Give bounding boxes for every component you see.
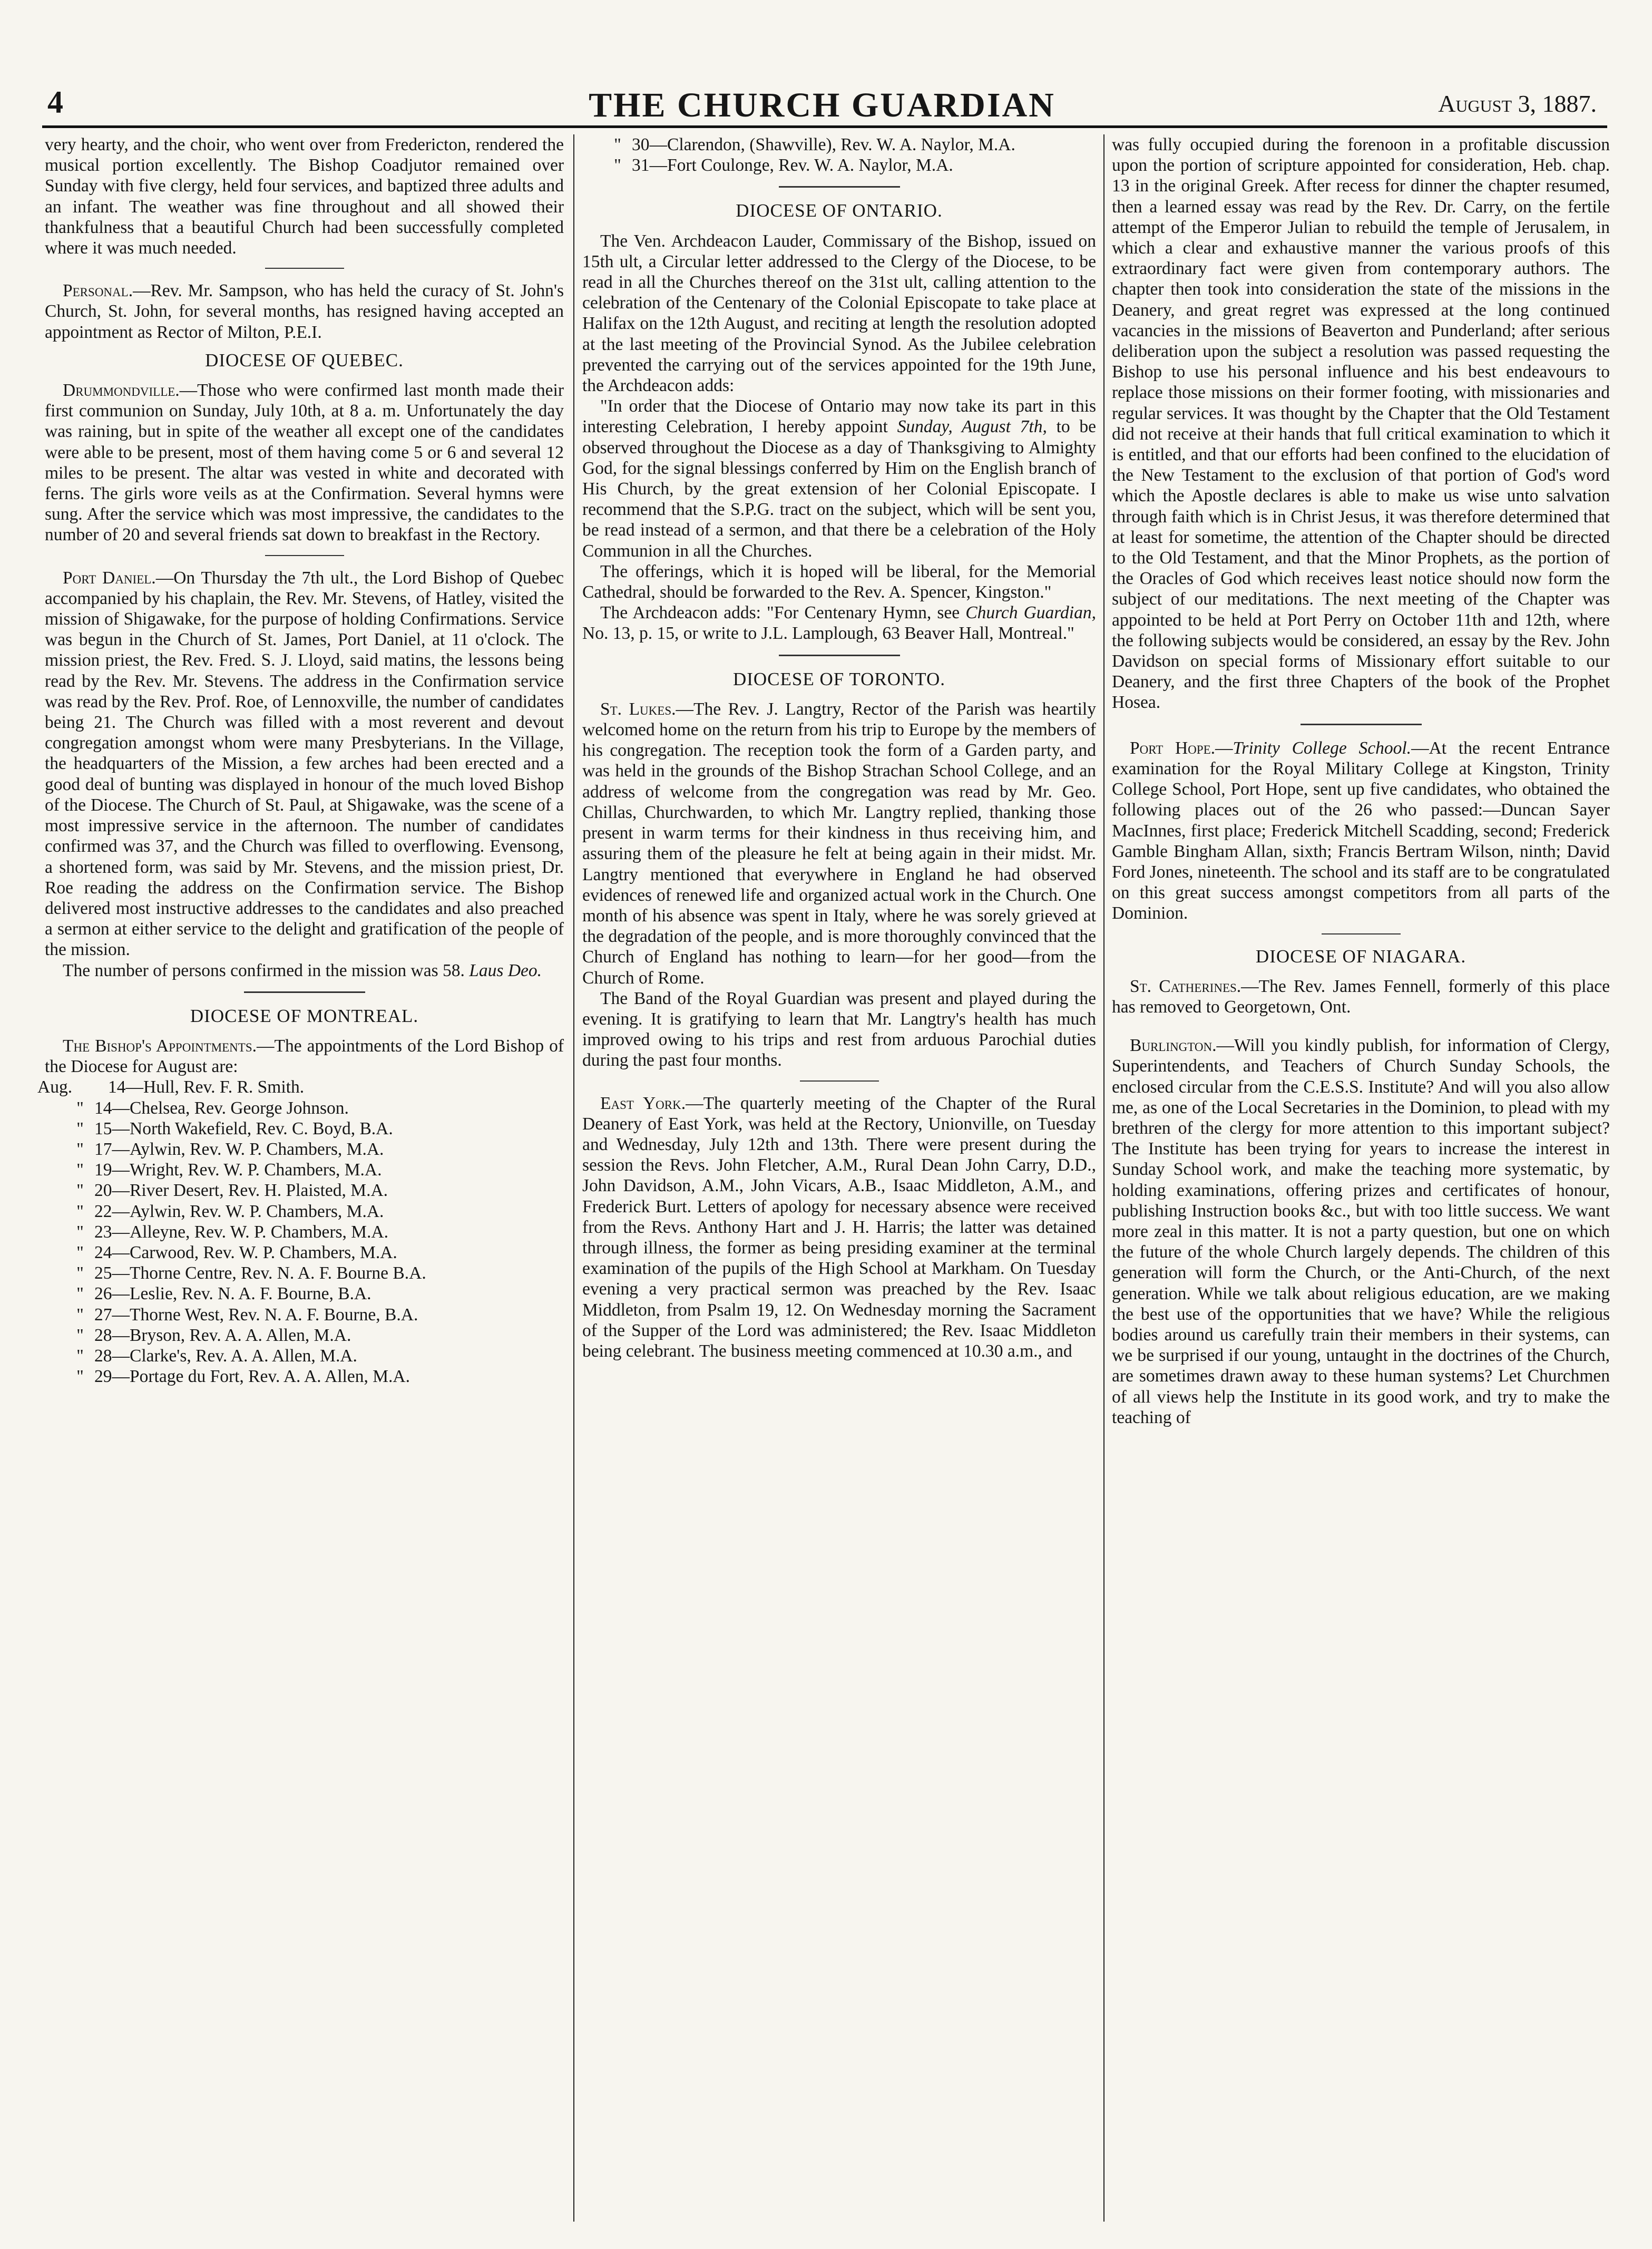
section-heading-toronto: DIOCESE OF TORONTO. <box>732 668 946 689</box>
separator <box>265 268 344 269</box>
appointment-text: 31—Fort Coulonge, Rev. W. A. Naylor, M.A. <box>632 155 953 176</box>
item-text: —Will you kindly publish, for information of Clergy, Superintendents, and Teachers of Church Sunday Schools, the enclosed circular from the C.E.S.S. Institute? And will you also allow me, as one of the Local Secretaries in the Dominion, to plead with my brethren of the clergy for more attention to this important subject? The Institute has been trying for years to increase the interest in Sunday School work, and make the teaching more systematic, by holding examinations, offering prizes and certificates of honour, publishing Instruction books &c., but with too little success. We want more zeal in this matter. It is not a party question, but one on which the future of the whole Church largely depends. The children of this generation will form the Church, or the Anti-Church, of the next generation. While we talk about religious education, are we making the best use of the opportunities that we have? While the religious bodies around us carefully train their members in their systems, can we be surprised if our young, untaught in the doctrines of the Church, are sometimes drawn away to these human systems? Let Churchmen of all views help the Institute in its good work, and try to make the teaching of <box>1112 1036 1610 1427</box>
ontario-quote: "In order that the Diocese of Ontario may now take its part in this interesting Celebration, I hereby appoint Sunday, August 7th, to be observed throughout the Diocese as a day of Thanksgiving to Almighty God, for the signal blessings conferred by Him on the English branch of His Church, by the great extension of her Colonial Episcopate. I recommend that the S.P.G. tract on the subject, which will be sent you, be read instead of a sermon, and that there be a celebration of the Holy Communion in all the Churches. <box>582 396 1096 561</box>
ontario-paragraph: The Ven. Archdeacon Lauder, Commissary of the Bishop, issued on 15th ult, a Circular letter addressed to the Clergy of the Diocese, to be read in all the Churches thereof on the 31st ult, calling attention to the celebration of the Centenary of the Colonial Episcopate to take place at Halifax on the 12th August, and reciting at length the resolution adopted at the last meeting of the Provincial Synod. As the Jubilee celebration prevented the carrying out of the services appointed for the 19th June, the Archdeacon adds: <box>582 231 1096 396</box>
item-text: —Those who were confirmed last month made their first communion on Sunday, July 10th, at 8 a. m. Unfortunately the day was raining, but in spite of the weather all except one of the candidates were able to be present, most of them having come 5 or 6 and several 12 miles to be present. The altar was vested in white and decorated with ferns. The girls wore veils as at the Confirmation. Several hymns were sung. After the service which was most impressive, the candidates to the number of 20 and several friends sat down to breakfast in the Rectory. <box>45 381 564 545</box>
appointment-text: 27—Thorne West, Rev. N. A. F. Bourne, B.A. <box>94 1304 418 1325</box>
appointment-entry <box>66 1242 564 1263</box>
column-1 <box>37 134 564 2222</box>
separator <box>265 555 344 556</box>
item-lead: Port Daniel. <box>63 568 156 588</box>
thanksgiving-date: Sunday, August 7th, <box>897 417 1047 437</box>
separator <box>800 1080 879 1082</box>
ontario-hymn-note: The Archdeacon adds: "For Centenary Hymn, see Church Guardian, No. 13, p. 15, or write to J.L. Lamplough, 63 Beaver Hall, Montreal." <box>582 603 1096 644</box>
appointment-entry <box>603 155 1096 176</box>
issue-date: August 3, 1887. <box>1438 90 1597 117</box>
appointment-entry <box>66 1325 564 1346</box>
item-text: —Rev. Mr. Sampson, who has held the curacy of St. John's Church, St. John, for several months, has resigned having accepted an appointment as Rector of Milton, P.E.I. <box>45 281 564 342</box>
item-lead: Personal. <box>63 281 133 301</box>
appointment-text: 17—Aylwin, Rev. W. P. Chambers, M.A. <box>94 1139 384 1159</box>
appointment-prefix: " <box>76 1284 84 1304</box>
appointment-entry <box>603 134 1096 155</box>
appointment-entry <box>66 1346 564 1366</box>
east-york-item <box>582 1093 1096 1362</box>
band-paragraph: The Band of the Royal Guardian was present and played during the evening. It is gratifying to learn that Mr. Langtry's health has much improved owing to his trips and rest from arduous Parochial duties during the past four months. <box>582 988 1096 1070</box>
masthead <box>42 84 1602 126</box>
appointment-text: 25—Thorne Centre, Rev. N. A. F. Bourne B.A. <box>94 1263 426 1283</box>
appointment-text: 30—Clarendon, (Shawville), Rev. W. A. Naylor, M.A. <box>632 135 1015 154</box>
item-text: —The Rev. J. Langtry, Rector of the Parish was heartily welcomed home on the return from his trip to Europe by the members of his congregation. The reception took the form of a Garden party, and was held in the grounds of the Bishop Strachan School College, and an address of welcome from the congregation was read by Mr. Geo. Chillas, Churchwarden, to which Mr. Langtry replied, thanking those present in warm terms for their kindness in thus receiving him, and assuring them of the pleasure he felt at being again in their midst. Mr. Langtry mentioned that everywhere in England he had observed evidences of renewed life and organized actual work in the Church. One month of his absence was spent in Italy, where he was sorely grieved at the degradation of the people, and is more thoroughly convinced that the Church of England has nothing to learn—for her good—from the Church of Rome. <box>582 699 1096 988</box>
appointment-text: 14—Hull, Rev. F. R. Smith. <box>108 1077 305 1097</box>
article-continuation: very hearty, and the choir, who went over from Fredericton, rendered the musical portion excellently. The Bishop Coadjutor remained over Sunday with five clergy, held four services, and baptized three adults and an infant. The weather was fine throughout and all showed their thankfulness that a beautiful Church had been successfully completed where it was much needed. <box>45 135 564 258</box>
item-text: —At the recent Entrance examination for the Royal Military College at Kingston, Trinity College School, Port Hope, sent up five candidates, who obtained the following places out of the 26 who passed:—Duncan Sayer MacInnes, first place; Frederick Mitchell Scadding, second; Frederick Gamble Bingham Allan, sixth; Francis Bertram Wilson, ninth; David Ford Jones, nineteenth. The school and its staff are to be congratulated on this great success amongst competitors from all parts of the Dominion. <box>1112 738 1610 923</box>
appointment-text: 26—Leslie, Rev. N. A. F. Bourne, B.A. <box>94 1284 372 1304</box>
burlington-item <box>1112 1035 1610 1428</box>
item-text: —On Thursday the 7th ult., the Lord Bishop of Quebec accompanied by his chaplain, the Rev. Mr. Stevens, of Hatley, visited the mission of Shigawake, for the purpose of holding Confirmations. Service was begun in the Church of St. James, Port Daniel, at 11 o'clock. The mission priest, the Rev. Fred. S. J. Lloyd, said matins, the lessons being read by the Rev. Mr. Stevens. The address in the Confirmation service was read by the Rev. Prof. Roe, of Lennoxville, the number of candidates being 21. The Church was filled with a most reverent and devout congregation amongst whom were many Presbyterians. In the Village, the headquarters of the Mission, a few arches had been erected and a good deal of bunting was displayed in honour of the much loved Bishop of the Diocese. The Church of St. Paul, at Shigawake, was the scene of a most impressive service in the afternoon. The number of candidates confirmed was 37, and the Church was filled to overflowing. Evensong, a shortened form, was said by Mr. Stevens, and the mission priest, Dr. Roe reading the address on the Confirmation service. The Bishop delivered most instructive addresses to the candidates and also preached a sermon at either service to the delight and gratification of the people of the mission. <box>45 568 564 960</box>
column-2 <box>582 134 1096 2222</box>
appointment-text: 22—Aylwin, Rev. W. P. Chambers, M.A. <box>94 1201 384 1221</box>
appointment-text: 15—North Wakefield, Rev. C. Boyd, B.A. <box>94 1118 393 1138</box>
east-york-continuation: was fully occupied during the forenoon in a profitable discussion upon the portion of scripture appointed for consideration, Heb. chap. 13 in the original Greek. After recess for dinner the chapter resumed, then a learned essay was read by the Rev. Dr. Carry, on the fertile attempt of the Emperor Julian to rebuild the temple of Jerusalem, in which a clear and exhaustive manner the various proofs of this extraordinary fact were given from contemporary authors. The chapter then took into consideration the state of the missions in the Deanery, and great regret was expressed at the long continued vacancies in the missions of Beaverton and Punderland; after serious deliberation upon the subject a resolution was passed requesting the Bishop to use his personal influence and his best endeavours to replace those missions on their former footing, with missionaries and regular services. It was thought by the Chapter that the Old Testament did not receive at their hands that full critical examination to which it is entitled, and that our efforts had been confined to the elucidation of the New Testament to the exclusion of that portion of God's word which the Apostle declares is able to make us wise unto salvation through faith which is in Christ Jesus, it was therefore determined that at least for sometime, the attention of the Chapter should be directed to the Old Testament, and that the Minor Prophets, as the portion of the Oracles of God which receives least notice should now form the subject of our meditations. The next meeting of the Chapter was appointed to be held at Port Perry on October 11th and 12th, where the following subjects would be considered, an essay by the Rev. John Davidson on special forms of Missionary effort suitable to our Deanery, and the first three Chapters of the book of the Prophet Hosea. <box>1112 135 1610 713</box>
appointment-entry <box>66 1263 564 1283</box>
appointment-entry <box>66 1283 564 1304</box>
section-heading-niagara: DIOCESE OF NIAGARA. <box>1255 946 1467 967</box>
appointment-prefix: " <box>76 1201 84 1221</box>
separator <box>779 186 900 188</box>
appointment-entry <box>37 1077 564 1097</box>
appointment-prefix: " <box>76 1242 84 1262</box>
appointment-prefix: " <box>614 135 621 154</box>
item-lead: St. Lukes. <box>600 699 676 719</box>
appointment-text: 29—Portage du Fort, Rev. A. A. Allen, M.A. <box>94 1367 410 1387</box>
item-lead: Port Hope. <box>1130 738 1215 758</box>
appointment-entry <box>66 1366 564 1387</box>
appointment-prefix: " <box>76 1325 84 1345</box>
appointment-prefix: " <box>76 1139 84 1159</box>
appointment-entry <box>66 1222 564 1242</box>
separator <box>1301 724 1422 725</box>
column-3 <box>1112 134 1610 2222</box>
separator <box>244 991 365 993</box>
appointments-list-continued <box>582 134 1096 176</box>
appointment-prefix: " <box>76 1160 84 1180</box>
item-lead: East York. <box>600 1093 686 1113</box>
section-heading-montreal: DIOCESE OF MONTREAL. <box>190 1005 419 1026</box>
newspaper-title: THE CHURCH GUARDIAN <box>589 86 1055 124</box>
item-subject: Trinity College School. <box>1233 738 1412 758</box>
appointment-prefix: " <box>76 1304 84 1325</box>
laus-deo: Laus Deo. <box>469 960 542 980</box>
appointment-prefix: " <box>76 1118 84 1138</box>
item-text: —The quarterly meeting of the Chapter of the Rural Deanery of East York, was held at the Rectory, Unionville, on Tuesday and Wednesday, July 12th and 13th. There were present during the session the Revs. John Fletcher, A.M., Rural Dean John Carry, D.D., John Davidson, A.M., John Vicars, A.B., Isaac Middleton, A.M., and Frederick Burt. Letters of apology for necessary absence were received from the Revs. Anthony Hart and J. H. Harris; the latter was detained through illness, the former as being presiding examiner at the terminal examination of the pupils of the High School at Markham. On Tuesday evening a very practical sermon was preached by the Rev. Isaac Middleton, from Psalm 19, 12. On Wednesday morning the Sacrament of the Supper of the Lord was administered; the Rev. Isaac Middleton being celebrant. The business meeting commenced at 10.30 a.m., and <box>582 1093 1096 1361</box>
masthead-rule <box>42 125 1607 128</box>
page-number: 4 <box>47 85 63 120</box>
section-heading-quebec: DIOCESE OF QUEBEC. <box>205 349 404 371</box>
separator <box>779 655 900 656</box>
item-lead: St. Catherines. <box>1130 976 1242 996</box>
port-daniel-item <box>45 568 564 960</box>
item-lead: The Bishop's Appointments. <box>63 1036 257 1056</box>
item-text: —The Rev. James Fennell, formerly of this place has removed to Georgetown, Ont. <box>1112 976 1610 1017</box>
appointment-entry <box>66 1180 564 1201</box>
appointment-prefix: " <box>76 1222 84 1242</box>
personal-item <box>45 280 564 343</box>
appointment-prefix: Aug. <box>37 1077 73 1097</box>
section-heading-ontario: DIOCESE OF ONTARIO. <box>736 200 943 221</box>
appointment-entry <box>66 1139 564 1160</box>
appointment-prefix: " <box>76 1263 84 1283</box>
appointment-entry <box>66 1098 564 1118</box>
st-catherines-item <box>1112 976 1610 1017</box>
ontario-offerings: The offerings, which it is hoped will be liberal, for the Memorial Cathedral, should be forwarded to the Rev. A. Spencer, Kingston." <box>582 561 1096 602</box>
appointments-intro <box>45 1036 564 1077</box>
appointment-text: 20—River Desert, Rev. H. Plaisted, M.A. <box>94 1181 388 1201</box>
appointment-text: 28—Bryson, Rev. A. A. Allen, M.A. <box>94 1325 351 1345</box>
appointment-prefix: " <box>614 155 621 176</box>
appointment-prefix: " <box>76 1098 84 1118</box>
appointment-prefix: " <box>76 1181 84 1201</box>
port-hope-item: Port Hope.—Trinity College School.—At the recent Entrance examination for the Royal Military College at Kingston, Trinity College School, Port Hope, sent up five candidates, who obtained the following places out of the 26 who passed:—Duncan Sayer MacInnes, first place; Frederick Mitchell Scadding, second; Frederick Gamble Bingham Allan, sixth; Francis Bertram Wilson, ninth; David Ford Jones, nineteenth. The school and its staff are to be congratulated on this great success amongst competitors from all parts of the Dominion. <box>1112 738 1610 923</box>
appointment-text: 19—Wright, Rev. W. P. Chambers, M.A. <box>94 1160 382 1180</box>
appointment-entry <box>66 1201 564 1222</box>
appointment-entry <box>66 1118 564 1139</box>
appointment-prefix: " <box>76 1367 84 1387</box>
appointment-text: 28—Clarke's, Rev. A. A. Allen, M.A. <box>94 1346 357 1366</box>
confirmed-count: The number of persons confirmed in the mission was 58. Laus Deo. <box>63 960 542 980</box>
appointment-entry <box>66 1160 564 1180</box>
appointment-entry <box>66 1304 564 1325</box>
column-divider <box>573 134 574 2222</box>
appointment-text: 14—Chelsea, Rev. George Johnson. <box>94 1098 349 1118</box>
item-lead: Burlington. <box>1130 1036 1217 1056</box>
appointment-text: 23—Alleyne, Rev. W. P. Chambers, M.A. <box>94 1222 389 1242</box>
st-lukes-item <box>582 699 1096 988</box>
appointment-prefix: " <box>76 1346 84 1366</box>
publication-name: Church Guardian, <box>965 603 1096 623</box>
separator <box>1322 933 1401 934</box>
appointment-text: 24—Carwood, Rev. W. P. Chambers, M.A. <box>94 1242 397 1262</box>
item-lead: Drummondville. <box>63 381 180 401</box>
column-divider <box>1103 134 1104 2222</box>
item-text: —The appointments of the Lord Bishop of the Diocese for August are: <box>45 1036 564 1077</box>
appointments-list <box>37 1077 564 1387</box>
drummondville-item <box>45 380 564 546</box>
